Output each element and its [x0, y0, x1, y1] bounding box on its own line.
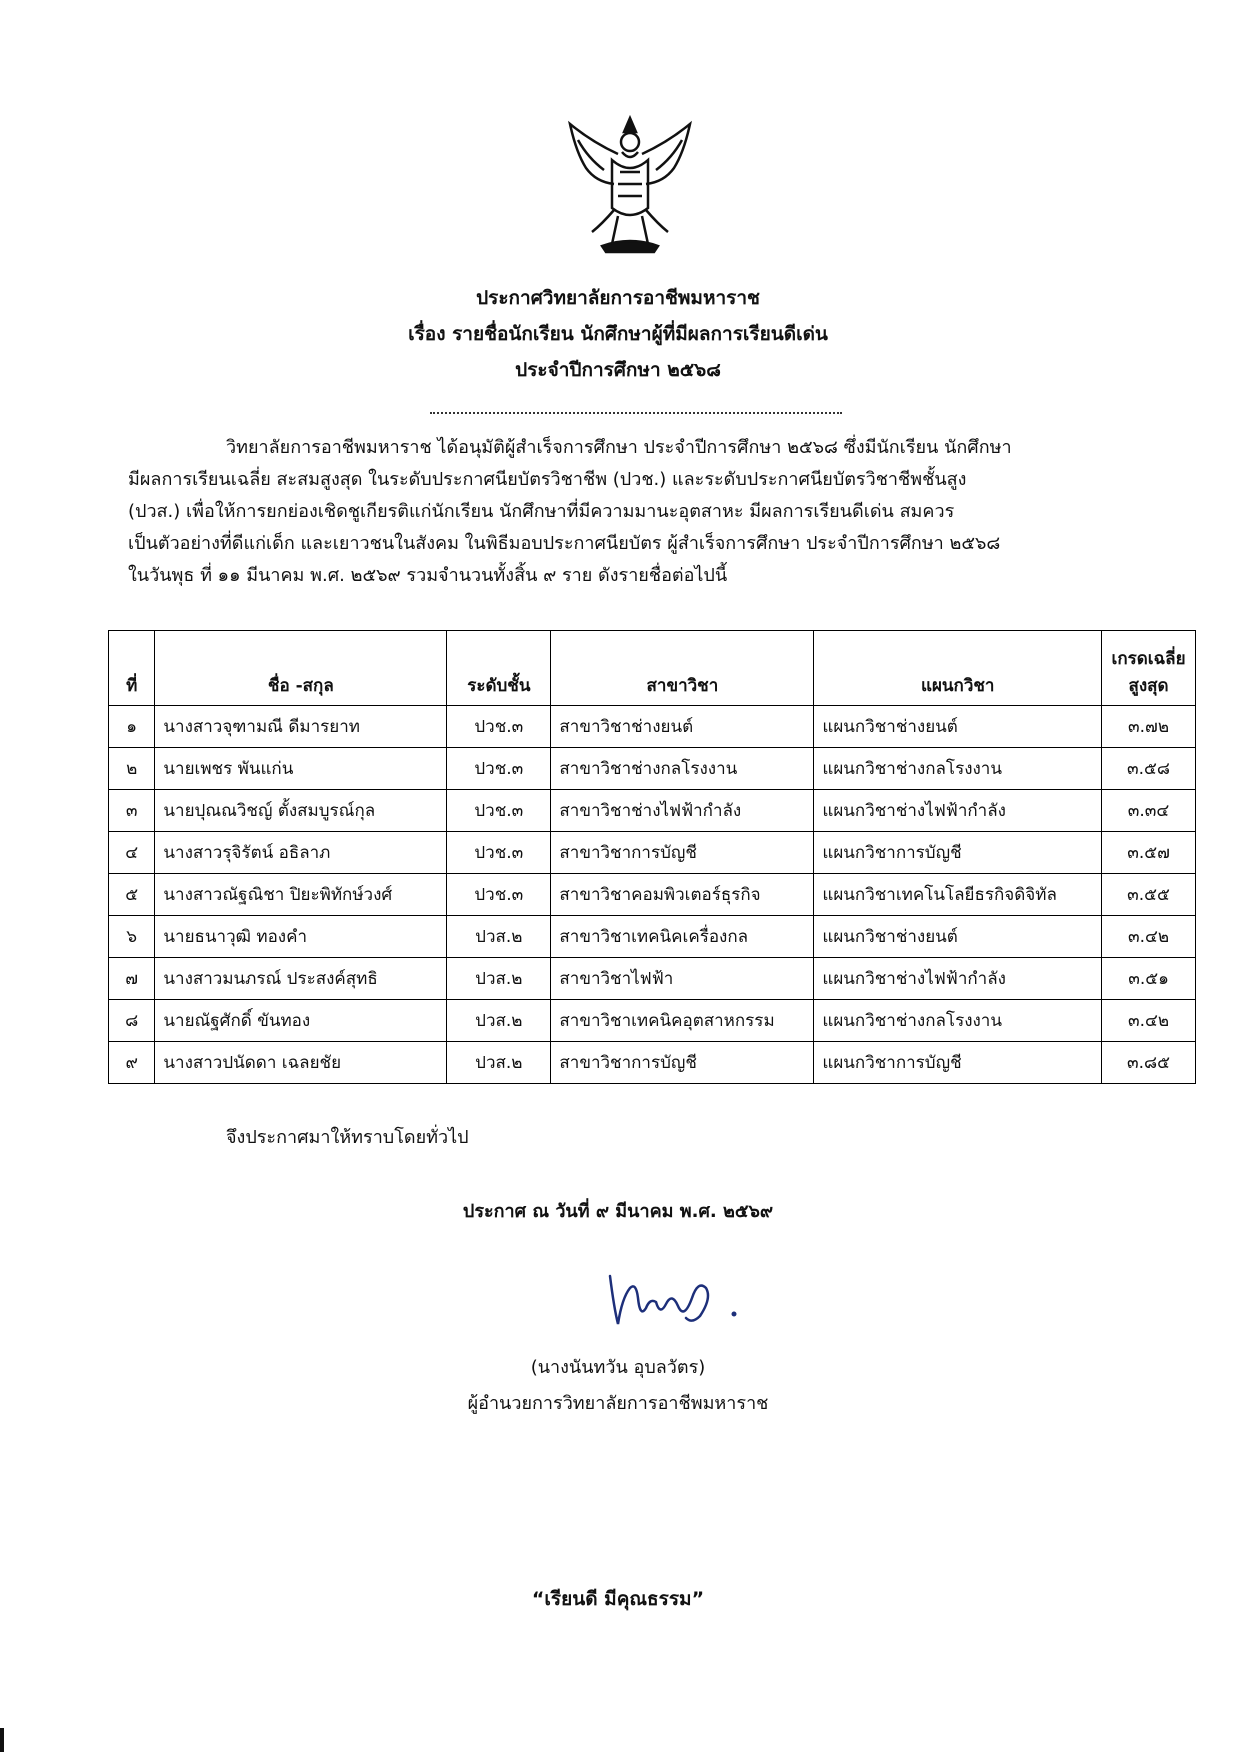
table-row: [109, 1000, 1196, 1042]
cell-no: ๕: [109, 874, 155, 916]
intro-line: เป็นตัวอย่างที่ดีแก่เด็ก และเยาวชนในสังคม ในพิธีมอบประกาศนียบัตร ผู้สำเร็จการศึกษา ประจำปีการศึกษา ๒๕๖๘: [128, 533, 1001, 554]
col-header-major: สาขาวิชา: [551, 631, 814, 706]
cell-major: สาขาวิชาการบัญชี: [551, 1042, 814, 1084]
table-row: [109, 874, 1196, 916]
cell-no: ๗: [109, 958, 155, 1000]
cell-level: ปวส.๒: [447, 1042, 551, 1084]
cell-gpa: ๓.๔๒: [1102, 1000, 1196, 1042]
cell-department: แผนกวิชาช่างไฟฟ้ากำลัง: [814, 790, 1102, 832]
intro-line: (ปวส.) เพื่อให้การยกย่องเชิดชูเกียรติแก่นักเรียน นักศึกษาที่มีความมานะอุตสาหะ มีผลการเรียนดีเด่น สมควร: [128, 501, 955, 522]
col-header-gpa-line1: เกรดเฉลี่ย: [1111, 649, 1186, 669]
cell-major: สาขาวิชาช่างกลโรงงาน: [551, 748, 814, 790]
cell-gpa: ๓.๔๒: [1102, 916, 1196, 958]
col-header-department: แผนกวิชา: [814, 631, 1102, 706]
cell-level: ปวช.๓: [447, 874, 551, 916]
announcement-subject: เรื่อง รายชื่อนักเรียน นักศึกษาผู้ที่มีผลการเรียนดีเด่น: [408, 323, 828, 345]
cell-major: สาขาวิชาการบัญชี: [551, 832, 814, 874]
cell-no: ๘: [109, 1000, 155, 1042]
intro-line: มีผลการเรียนเฉลี่ย สะสมสูงสุด ในระดับประกาศนียบัตรวิชาชีพ (ปวช.) และระดับประกาศนียบัตรวิชาชีพชั้นสูง: [128, 469, 967, 490]
intro-paragraph: [128, 432, 1118, 592]
cell-name: นางสาวจุฑามณี ดีมารยาท: [155, 706, 447, 748]
col-header-level: ระดับชั้น: [447, 631, 551, 706]
table-row: [109, 916, 1196, 958]
cell-department: แผนกวิชาช่างกลโรงงาน: [814, 1000, 1102, 1042]
signer-name: (นางนันทวัน อุบลวัตร): [530, 1357, 706, 1378]
table-row: [109, 748, 1196, 790]
cell-gpa: ๓.๕๗: [1102, 832, 1196, 874]
cell-level: ปวส.๒: [447, 1000, 551, 1042]
cell-department: แผนกวิชาช่างยนต์: [814, 706, 1102, 748]
table-header-row: [109, 631, 1196, 706]
announcement-date: ประกาศ ณ วันที่ ๙ มีนาคม พ.ศ. ๒๕๖๙: [462, 1201, 774, 1222]
cell-gpa: ๓.๘๕: [1102, 1042, 1196, 1084]
intro-line: วิทยาลัยการอาชีพมหาราช ได้อนุมัติผู้สำเร็จการศึกษา ประจำปีการศึกษา ๒๕๖๘ ซึ่งมีนักเรียน นักศึกษา: [226, 437, 1012, 458]
cell-level: ปวช.๓: [447, 748, 551, 790]
cell-major: สาขาวิชาคอมพิวเตอร์ธุรกิจ: [551, 874, 814, 916]
cell-department: แผนกวิชาการบัญชี: [814, 832, 1102, 874]
cell-gpa: ๓.๓๔: [1102, 790, 1196, 832]
cell-no: ๖: [109, 916, 155, 958]
cell-department: แผนกวิชาเทคโนโลยีธรกิจดิจิทัล: [814, 874, 1102, 916]
cell-name: นางสาวณัฐณิชา ปิยะพิทักษ์วงศ์: [155, 874, 447, 916]
cell-department: แผนกวิชาช่างไฟฟ้ากำลัง: [814, 958, 1102, 1000]
cell-department: แผนกวิชาช่างกลโรงงาน: [814, 748, 1102, 790]
cell-department: แผนกวิชาการบัญชี: [814, 1042, 1102, 1084]
table-row: [109, 832, 1196, 874]
table-row: [109, 790, 1196, 832]
cell-gpa: ๓.๕๑: [1102, 958, 1196, 1000]
col-header-no: ที่: [109, 631, 155, 706]
cell-name: นายธนาวุฒิ ทองคำ: [155, 916, 447, 958]
signer-position: ผู้อำนวยการวิทยาลัยการอาชีพมหาราช: [467, 1393, 769, 1414]
cell-gpa: ๓.๗๒: [1102, 706, 1196, 748]
cell-no: ๙: [109, 1042, 155, 1084]
scan-edge-mark: [0, 1728, 4, 1752]
cell-name: นางสาวรุจิรัตน์ อธิลาภ: [155, 832, 447, 874]
closing-statement: จึงประกาศมาให้ทราบโดยทั่วไป: [226, 1127, 469, 1148]
cell-no: ๓: [109, 790, 155, 832]
cell-no: ๑: [109, 706, 155, 748]
cell-no: ๔: [109, 832, 155, 874]
cell-major: สาขาวิชาเทคนิคอุตสาหกรรม: [551, 1000, 814, 1042]
dotted-divider: [430, 412, 842, 414]
cell-gpa: ๓.๕๕: [1102, 874, 1196, 916]
cell-major: สาขาวิชาไฟฟ้า: [551, 958, 814, 1000]
announcement-year: ประจำปีการศึกษา ๒๕๖๘: [515, 359, 721, 381]
awards-table: [108, 630, 1196, 1084]
table-row: [109, 958, 1196, 1000]
col-header-gpa: [1102, 631, 1196, 706]
motto: “เรียนดี มีคุณธรรม”: [531, 1588, 705, 1610]
cell-level: ปวส.๒: [447, 916, 551, 958]
cell-level: ปวช.๓: [447, 790, 551, 832]
col-header-gpa-line2: สูงสุด: [1128, 676, 1169, 696]
cell-name: นายณัฐศักดิ์ ขันทอง: [155, 1000, 447, 1042]
cell-major: สาขาวิชาช่างยนต์: [551, 706, 814, 748]
announcement-institution: ประกาศวิทยาลัยการอาชีพมหาราช: [476, 287, 760, 309]
handwritten-signature-icon: [600, 1258, 750, 1338]
garuda-emblem-icon: [562, 112, 698, 254]
cell-major: สาขาวิชาเทคนิคเครื่องกล: [551, 916, 814, 958]
cell-level: ปวช.๓: [447, 832, 551, 874]
cell-department: แผนกวิชาช่างยนต์: [814, 916, 1102, 958]
cell-level: ปวช.๓: [447, 706, 551, 748]
cell-major: สาขาวิชาช่างไฟฟ้ากำลัง: [551, 790, 814, 832]
cell-name: นางสาวปนัดดา เฉลยชัย: [155, 1042, 447, 1084]
cell-level: ปวส.๒: [447, 958, 551, 1000]
cell-gpa: ๓.๕๘: [1102, 748, 1196, 790]
cell-no: ๒: [109, 748, 155, 790]
intro-line: ในวันพุธ ที่ ๑๑ มีนาคม พ.ศ. ๒๕๖๙ รวมจำนวนทั้งสิ้น ๙ ราย ดังรายชื่อต่อไปนี้: [128, 565, 728, 586]
cell-name: นางสาวมนภรณ์ ประสงค์สุทธิ: [155, 958, 447, 1000]
cell-name: นายเพชร พันแก่น: [155, 748, 447, 790]
cell-name: นายปุณณวิชญ์ ตั้งสมบูรณ์กุล: [155, 790, 447, 832]
table-row: [109, 706, 1196, 748]
col-header-name: ชื่อ -สกุล: [155, 631, 447, 706]
table-row: [109, 1042, 1196, 1084]
